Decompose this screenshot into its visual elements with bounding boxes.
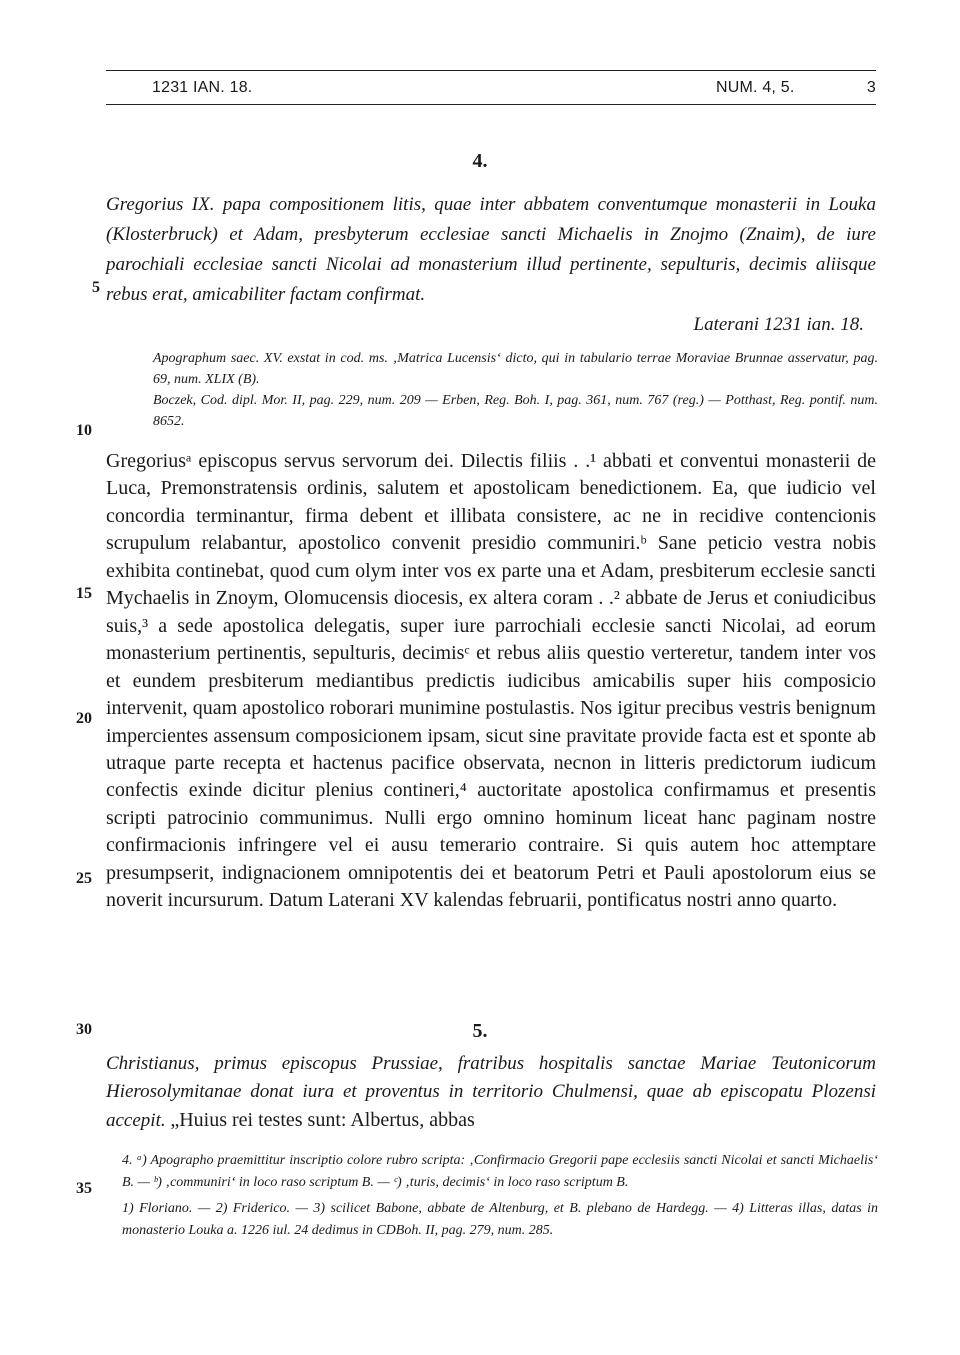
running-head-numbers: NUM. 4, 5. [716, 79, 795, 96]
line-number-20: 20 [76, 710, 92, 727]
source-editions: Boczek, Cod. dipl. Mor. II, pag. 229, num. 209 — Erben, Reg. Boh. I, pag. 361, num. 767 (reg.) — Potthast, Reg. pontif. num. 8652. [153, 393, 878, 429]
line-number-25: 25 [76, 870, 92, 887]
line-number-15: 15 [76, 585, 92, 602]
regest-5-text: Christianus, primus episcopus Prussiae, fratribus hospitalis sanctae Mariae Teutonicorum Hierosolymitanae donat iura et proventus in territorio Chulmensi, quae ab episcopatu Plozensi accepit. [106, 1053, 876, 1131]
line-number-10: 10 [76, 422, 92, 439]
regest-4-text: Gregorius IX. papa compositionem litis, quae inter abbatem conventumque monasterii in Louka (Klosterbruck) et Adam, presbyterum ecclesiae sancti Michaelis in Znojmo (Znaim), de iure parochiali ecclesiae sancti Nicolai ad monasterium illud pertinente, sepulturis, decimis aliisque rebus erat, amicabiliter factam confirmat. [106, 194, 876, 305]
document-text-4-body: Gregoriusᵃ episcopus servus servorum dei. Dilectis filiis . .¹ abbati et conventui monasterii de Luca, Premonstratensis ordinis, salutem et apostolicam benedictionem. Ea, que iudicio vel concordia terminantur, firma debent et illibata consistere, ac ne in recidive contencionis scrupulum relabantur, apostolico convenit presidio communiri.ᵇ Sane peticio vestra nobis exhibita continebat, quod cum olym inter vos ex parte una et Adam, presbiterum ecclesie sancti Mychaelis in Znoym, Olomucensis diocesis, ex altera coram . .² abbate de Jerus et coniudicibus suis,³ a sede apostolica delegatis, super iure parrochiali ecclesie sancti Nicolai, ad eorum monasterium pertinentis, sepulturis, decimisᶜ et rebus aliis questio verteretur, tandem inter vos et eundem presbiterum mediantibus predictis iudicibus amicabilis super hiis composicio intervenit, quam apostolico roborari munimine postulastis. Nos igitur precibus vestris benignum impercientes assensum composicionem ipsam, sicut sine pravitate provide facta est et sponte ab utraque parte recepta et hactenus pacifice observata, necnon in litteris predictorum iudicum confectis exinde dicitur plenius contineri,⁴ auctoritate apostolica confirmamus et presentis scripti patrocinio communimus. Nulli ergo omnino hominum liceat hanc paginam nostre confirmacionis infringere vel ei ausu temerario contraire. Si quis autem hoc attemptare presumpserit, indignacionem omnipotentis dei et beatorum Petri et Pauli apostolorum eius se noverit incursurum. Datum Laterani XV kalendas februarii, pontificatus nostri anno quarto. [106, 450, 876, 912]
line-number-5: 5 [92, 279, 100, 296]
running-head-right [716, 79, 876, 97]
document-number-5: 5. [472, 1020, 488, 1042]
running-head-date: 1231 IAN. 18. [152, 79, 253, 96]
document-number-4: 4. [472, 150, 488, 172]
footnote-variants: 4. ᵃ) Apographo praemittitur inscriptio colore rubro scripta: ‚Confirmacio Gregorii pape ecclesiis sancti Nicolai et sancti Michaelis‘ B. — ᵇ) ‚communiri‘ in loco raso scriptum B. — ᶜ) ‚turis, decimis‘ in loco raso scriptum B. [122, 1153, 878, 1190]
line-number-35: 35 [76, 1180, 92, 1197]
source-apparatus [153, 348, 878, 432]
header-rule-bottom [106, 104, 876, 105]
line-number-30: 30 [76, 1021, 92, 1038]
regest-4 [106, 190, 876, 340]
document-text-5-start: „Huius rei testes sunt: Albertus, abbas [170, 1109, 475, 1131]
footnotes [122, 1150, 878, 1242]
source-manuscript: Apographum saec. XV. exstat in cod. ms. ‚Matrica Lucensis‘ dicto, qui in tabulario terrae Moraviae Brunnae asservatur, pag. 69, num. XLIX (B). [153, 351, 878, 387]
page-number: 3 [866, 79, 876, 96]
regest-5 [106, 1050, 876, 1135]
header-rule-top [106, 70, 876, 71]
regest-4-date: Laterani 1231 ian. 18. [693, 314, 864, 335]
document-text-4 [106, 448, 876, 915]
footnote-commentary: 1) Floriano. — 2) Friderico. — 3) scilicet Babone, abbate de Altenburg, et B. plebano de Hardegg. — 4) Litteras illas, datas in monasterio Louka a. 1226 iul. 24 dedimus in CDBoh. II, pag. 279, num. 285. [122, 1201, 878, 1238]
